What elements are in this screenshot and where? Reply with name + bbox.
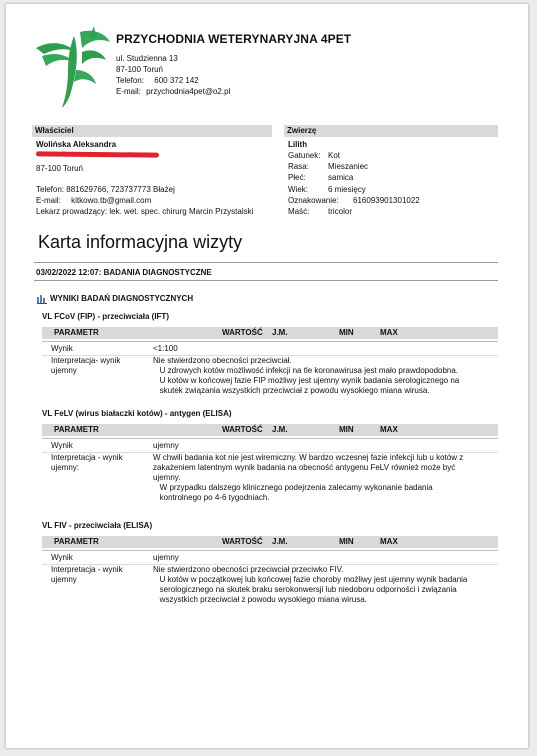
- animal-field-value: 616093901301022: [353, 195, 420, 205]
- result-parameter: Interpretacja - wynik ujemny: [51, 565, 123, 584]
- column-parameter: PARAMETR: [54, 425, 99, 434]
- animal-field-label: Rasa:: [288, 162, 309, 172]
- animal-field-value: Kot: [328, 151, 341, 160]
- clinic-email-label: E-mail:: [116, 87, 141, 96]
- table-header: [42, 536, 498, 548]
- divider: [34, 262, 498, 263]
- owner-city: 87-100 Toruń: [36, 164, 83, 173]
- owner-phone: Telefon: 881629766, 723737773 Błażej: [36, 185, 175, 194]
- result-value: <1:100: [153, 344, 178, 353]
- column-unit: J.M.: [272, 537, 288, 546]
- result-value: ujemny: [153, 441, 179, 450]
- table-header: [42, 424, 498, 436]
- animal-field-label: Oznakowanie:: [288, 195, 339, 205]
- test-title: VL FCoV (FIP) - przeciwciała (IFT): [42, 312, 169, 321]
- column-value: WARTOŚĆ: [222, 537, 263, 546]
- visit-line: 03/02/2022 12:07: BADANIA DIAGNOSTYCZNE: [36, 268, 212, 277]
- row-divider: [42, 341, 498, 342]
- column-max: MAX: [380, 328, 398, 337]
- animal-field-value: tricolor: [328, 207, 353, 216]
- document-page: [6, 4, 528, 748]
- clinic-phone: [116, 76, 199, 86]
- animal-field-label: Gatunek:: [288, 151, 321, 160]
- table-header: [42, 327, 498, 339]
- document-title: Karta informacyjna wizyty: [38, 232, 243, 252]
- clinic-phone-value: 600 372 142: [154, 76, 199, 85]
- result-parameter: Interpretacja- wynik ujemny: [51, 356, 121, 375]
- animal-field-label: Płeć:: [288, 173, 306, 183]
- animal-field-label: Wiek:: [288, 184, 308, 194]
- attending-doctor: Lekarz prowadzący: lek. wet. spec. chirurg Marcin Przystalski: [36, 207, 254, 216]
- result-parameter: Interpretacja - wynik ujemny:: [51, 453, 123, 472]
- column-min: MIN: [339, 328, 354, 337]
- clinic-logo-icon: [32, 26, 112, 110]
- result-value: W chwili badania kot nie jest wiremiczny. W bardzo wczesnej fazie infekcji lub u kotów z zakażeniem latentnym wynik badania na obecność antygenu FeLV również może być ujemny. W przypadku dalszego klinicznego podejrzenia zalecamy wykonanie badania kontrolnego po 4-6 tygodniach.: [153, 453, 464, 502]
- owner-email-value: kitkowo.tb@gmail.com: [71, 196, 152, 205]
- column-parameter: PARAMETR: [54, 328, 99, 337]
- column-value: WARTOŚĆ: [222, 328, 263, 337]
- result-parameter: Wynik: [51, 344, 73, 353]
- animal-field-label: Maść:: [288, 207, 310, 216]
- owner-header: Właściciel: [32, 125, 272, 137]
- column-max: MAX: [380, 425, 398, 434]
- clinic-email: [116, 87, 230, 97]
- column-max: MAX: [380, 537, 398, 546]
- clinic-city: 87-100 Toruń: [116, 65, 163, 74]
- result-value: Nie stwierdzono obecności przeciwciał przeciwko FIV. U kotów w początkowej lub końcowej fazie choroby możliwy jest ujemny wynik badania serologicznego na skutek braku serokonwersji lub niedoboru odporności i związania wszystkich przeciwciał z powodu wysokiego miana wirusa.: [153, 565, 468, 604]
- row-divider: [42, 438, 498, 439]
- test-title: VL FIV - przeciwciała (ELISA): [42, 521, 153, 530]
- clinic-street: ul. Studzienna 13: [116, 54, 178, 63]
- column-value: WARTOŚĆ: [222, 425, 263, 434]
- animal-field-value: 6 miesięcy: [328, 184, 366, 194]
- row-divider: [42, 550, 498, 551]
- result-value: ujemny: [153, 553, 179, 562]
- clinic-phone-label: Telefon:: [116, 76, 145, 85]
- owner-email-label: E-mail:: [36, 196, 61, 205]
- redaction-mark: [36, 151, 159, 157]
- animal-header: Zwierzę: [284, 125, 498, 137]
- column-min: MIN: [339, 537, 354, 546]
- divider: [34, 280, 498, 281]
- results-header: WYNIKI BADAŃ DIAGNOSTYCZNYCH: [50, 294, 194, 303]
- results-icon: [37, 295, 47, 304]
- result-parameter: Wynik: [51, 441, 73, 450]
- owner-name: Wolińska Aleksandra: [36, 140, 117, 149]
- animal-field-value: samica: [328, 173, 354, 183]
- column-unit: J.M.: [272, 425, 288, 434]
- result-parameter: Wynik: [51, 553, 73, 562]
- clinic-email-value: przychodnia4pet@o2.pl: [146, 87, 231, 96]
- column-parameter: PARAMETR: [54, 537, 99, 546]
- column-min: MIN: [339, 425, 354, 434]
- animal-name: Lilith: [288, 140, 308, 149]
- result-value: Nie stwierdzono obecności przeciwciał. U zdrowych kotów możliwość infekcji na tle koronawirusa jest mało prawdopodobna. U kotów w końcowej fazie FIP możliwy jest ujemny wynik badania serologicznego na skutek związania wszystkich przeciwciał z powodu wysokiego miana wirusa.: [153, 356, 460, 395]
- animal-field-value: Mieszaniec: [328, 162, 369, 172]
- column-unit: J.M.: [272, 328, 288, 337]
- clinic-name: PRZYCHODNIA WETERYNARYJNA 4PET: [116, 32, 352, 46]
- owner-email: [36, 196, 151, 207]
- test-title: VL FeLV (wirus białaczki kotów) - antygen (ELISA): [42, 409, 232, 418]
